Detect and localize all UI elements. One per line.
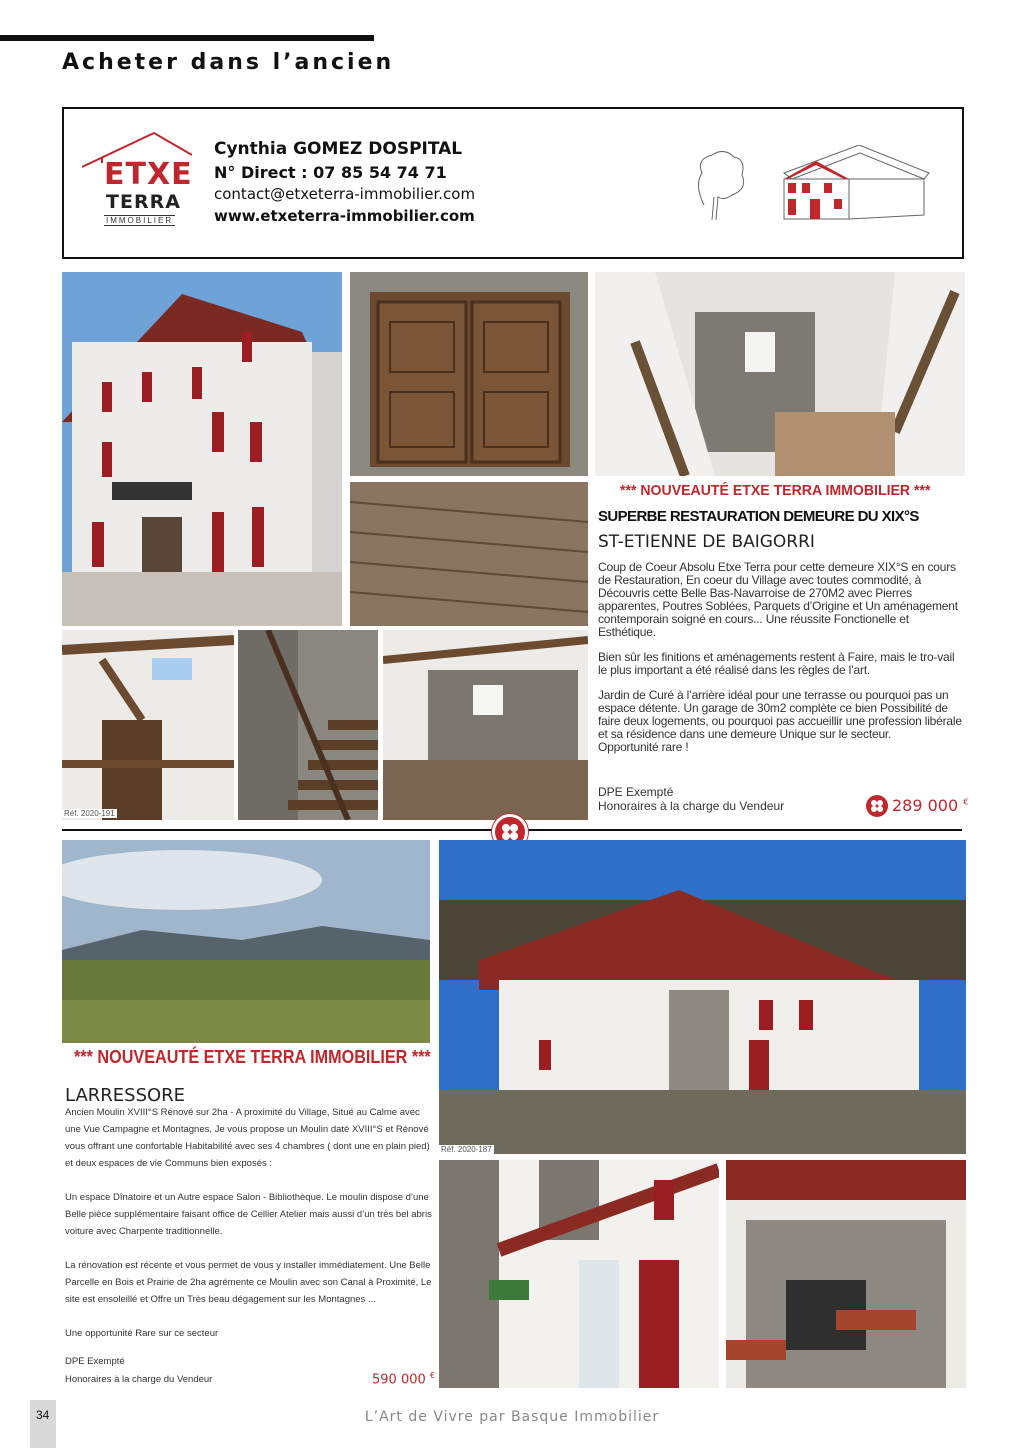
price-currency: € [963,797,969,807]
listing-headline: SUPERBE RESTAURATION DEMEURE DU XIX°S [598,508,919,525]
listing-description [65,1104,435,1359]
description-paragraph: Ancien Moulin XVIII°S Rénové sur 2ha - A proximité du Village, Situé au Calme avec une Vue Campagne et Montagnes, Je vous propose un Moulin daté XVIII°S et Rénové vous offrant une confortable Habitabilité avec ses 4 chambres ( dont une en plain pied) et deux espaces de vie Communs bien exposés : [65,1107,430,1169]
agent-contact-box [62,107,964,259]
photo-stone-staircase-room [595,272,965,476]
logo-terra-text: TERRA [106,191,181,213]
top-rule [0,35,374,41]
dpe-label: DPE Exempté [598,785,674,799]
photo-mill-exterior [439,840,966,1154]
page-number: 34 [36,1408,50,1422]
price-currency: € [429,1371,435,1380]
footer-tagline: L’Art de Vivre par Basque Immobilier [364,1409,660,1425]
agent-info [214,139,475,225]
agent-phone[interactable]: N° Direct : 07 85 54 74 71 [214,163,447,182]
section-title: Acheter dans l’ancien [62,50,395,75]
description-paragraph: Opportunité rare ! [598,740,689,754]
description-paragraph: Jardin de Curé à l’arrière idéal pour une terrasse ou pourquoi pas un espace détente. Un garage de 30m2 complète ce bien Possibilité de faire deux logements, ou pourquoi pas accueillir une profession libérale et sa résidence dans une demeure Unique sur le secteur. [598,688,962,741]
agent-name: Cynthia GOMEZ DOSPITAL [214,139,463,159]
photo-mill-door-detail [439,1160,719,1388]
description-paragraph: La rénovation est récente et vous permet de vous y installer immédiatement. Une Belle Parcelle en Bois et Prairie de 2ha agrémente ce Moulin avec son Canal à Proximité, Le site est ensoleillé et Offre un Très beau dégagement sur les Montagnes ... [65,1260,432,1305]
logo-immobilier-text: IMMOBILIER [106,216,174,225]
lauburu-icon [866,795,888,817]
price-value: 289 000 [892,796,959,815]
agent-email[interactable]: contact@etxeterra-immobilier.com [214,185,476,203]
photo-countryside-view [62,840,430,1043]
promo-banner: *** NOUVEAUTÉ ETXE TERRA IMMOBILIER *** [620,482,931,499]
photo-mill-oven [726,1160,966,1388]
listing-price [892,796,968,815]
description-paragraph: Un espace Dînatoire et un Autre espace Salon - Bibliothèque. Le moulin dispose d’une Belle pièce supplémentaire faisant office de Cellier Atelier mais aussi d’un très bel abris voiture avec Charpente traditionnelle. [65,1192,432,1237]
photo-parquet-floor [350,482,588,626]
agent-website[interactable]: www.etxeterra-immobilier.com [214,207,475,225]
description-paragraph: Coup de Coeur Absolu Etxe Terra pour cette demeure XIX°S en cours de Restauration, En coeur du Village avec toutes commodité, à Découvris cette Belle Bas-Navarroise de 270M2 avec Pierres apparentes, Poutres Soblées, Parquets d’Origine et Un aménagement contemporain soigné en cours... Une réussite Fonctionelle et Esthétique. [598,560,958,639]
listing-town: LARRESSORE [65,1085,186,1106]
listing-price [372,1371,435,1387]
reference-label: Réf. 2020-187 [441,1145,492,1154]
logo-etxe-text: ETXE [104,157,193,192]
listing-description [598,561,966,766]
photo-wooden-staircase [238,630,378,820]
dpe-label: DPE Exempté [65,1356,125,1367]
price-value: 590 000 [372,1372,426,1388]
house-sketch-illustration [684,145,934,230]
photo-wooden-doors [350,272,588,476]
fees-label: Honoraires à la charge du Vendeur [598,799,785,813]
etxe-terra-logo [82,129,192,229]
promo-banner: *** NOUVEAUTÉ ETXE TERRA IMMOBILIER *** [74,1047,431,1067]
reference-label: Réf. 2020-191 [64,809,115,818]
photo-attic-skylight [62,630,234,820]
description-paragraph: Bien sûr les finitions et aménagements restent à Faire, mais le tro-vail le plus important a été réalisé dans les règles de l’art. [598,650,955,677]
photo-stone-room [383,630,588,820]
photo-house-facade [62,272,342,626]
description-paragraph: Une opportunité Rare sur ce secteur [65,1328,219,1339]
fees-label: Honoraires à la charge du Vendeur [65,1374,213,1385]
listing-town: ST-ETIENNE DE BAIGORRI [598,532,815,552]
